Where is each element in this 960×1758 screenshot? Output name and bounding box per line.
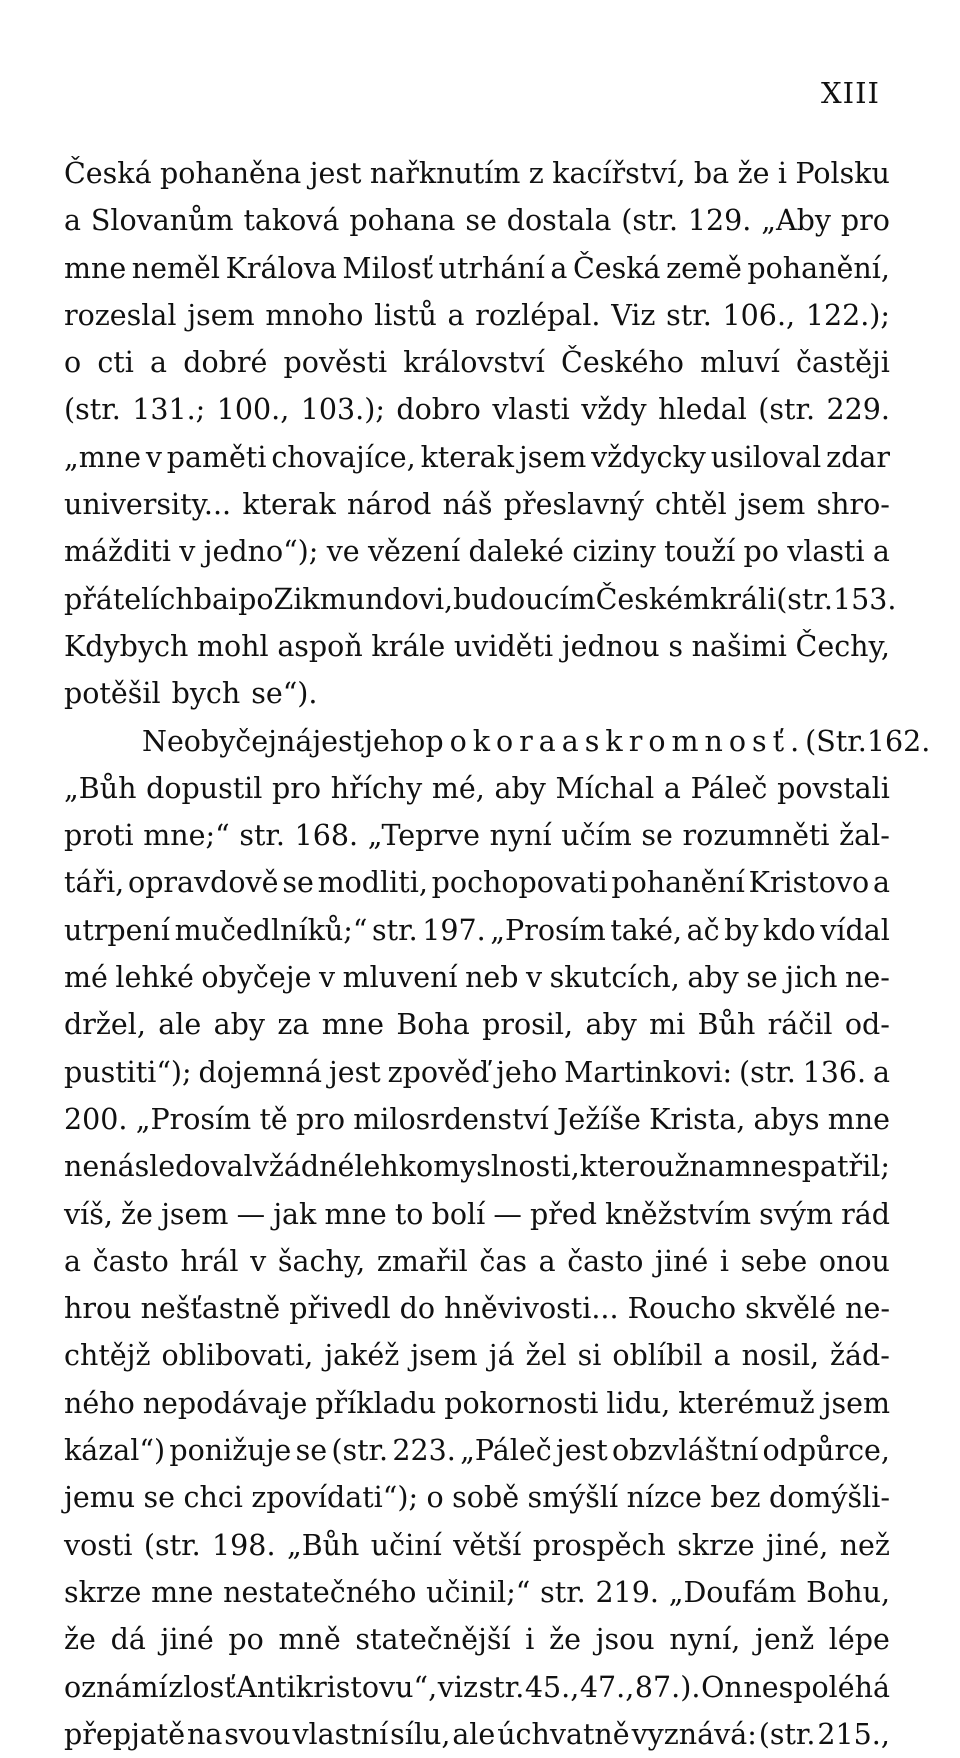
text-line: rozeslal jsem mnoho listů a rozlépal. Viz str. 106., 122.);: [64, 298, 890, 332]
text-line: mne neměl Králova Milosť utrhání a Česká země pohanění,: [64, 251, 890, 285]
text-line: táři, opravdově se modliti, pochopovati pohanění Kristovo a: [64, 866, 890, 900]
text-line: víš, že jsem — jak mne to bolí — před kněžstvím svým rád: [64, 1197, 890, 1231]
text-line: ného nepodávaje příkladu pokornosti lidu, kterémuž jsem: [64, 1386, 890, 1420]
text-line: „mne v paměti chovajíce, kterak jsem vždycky usiloval zdar: [64, 440, 890, 474]
text-line: Neobyčejná jest jeho pokora a skromnosť. (Str. 162.: [142, 724, 931, 758]
text-line: kázal“) ponižuje se (str. 223. „Páleč jest obzvláštní odpůrce,: [64, 1434, 890, 1468]
text-line: (str. 131.; 100., 103.); dobro vlasti vždy hledal (str. 229.: [64, 393, 890, 427]
text-line: 200. „Prosím tě pro milosrdenství Ježíše Krista, abys mne: [64, 1102, 890, 1136]
text-line: vosti (str. 198. „Bůh učiní větší prospěch skrze jiné, než: [64, 1528, 890, 1562]
text-line: mážditi v jedno“); ve vězení daleké ciziny touží po vlasti a: [64, 535, 890, 569]
text-line: university... kterak národ náš přeslavný chtěl jsem shro-: [64, 488, 890, 522]
text-line: a často hrál v šachy, zmařil čas a často jiné i sebe onou: [64, 1244, 890, 1278]
text-line: hrou nešťastně přivedl do hněvivosti... Roucho skvělé ne-: [64, 1292, 890, 1326]
text-line: že dá jiné po mně statečnější i že jsou nyní, jenž lépe: [64, 1623, 890, 1657]
page-number: XIII: [820, 76, 880, 110]
text-line: potěšil bych se“).: [64, 677, 318, 711]
text-line: o cti a dobré pověsti království Českého mluví častěji: [64, 346, 890, 380]
text-line: chtějž oblibovati, jakéž jsem já žel si oblíbil a nosil, žád-: [64, 1339, 890, 1373]
text-line: pustiti“); dojemná jest zpověď jeho Martinkovi: (str. 136. a: [64, 1055, 890, 1089]
text-line: mé lehké obyčeje v mluvení neb v skutcích, aby se jich ne-: [64, 961, 890, 995]
text-line: držel, ale aby za mne Boha prosil, aby mi Bůh ráčil od-: [64, 1008, 890, 1042]
text-line: skrze mne nestatečného učinil;“ str. 219. „Doufám Bohu,: [64, 1575, 890, 1609]
text-line: Kdybych mohl aspoň krále uviděti jednou s našimi Čechy,: [64, 629, 890, 663]
text-line: oznámí zlosť Antikristovu“, viz str. 45., 47., 87.). On nespoléhá: [64, 1670, 890, 1704]
text-line: a Slovanům taková pohana se dostala (str. 129. „Aby pro: [64, 204, 890, 238]
text-line: utrpení mučedlníků;“ str. 197. „Prosím také, ač by kdo vídal: [64, 913, 890, 947]
text-line: přepjatě na svou vlastní sílu, ale úchvatně vyznává: (str. 215.,: [64, 1717, 890, 1751]
text-line: nenásledoval v žádné lehkomyslnosti, kterouž na mne spatřil;: [64, 1150, 890, 1184]
text-line: „Bůh dopustil pro hříchy mé, aby Míchal a Páleč povstali: [64, 771, 890, 805]
text-line: proti mne;“ str. 168. „Teprve nyní učím se rozumněti žal-: [64, 819, 890, 853]
text-line: přátelích ba i po Zikmundovi, budoucím Českém králi (str. 153.: [64, 582, 897, 616]
body-text: [64, 150, 931, 1758]
text-line: Česká pohaněna jest nařknutím z kacířství, ba že i Polsku: [64, 157, 890, 190]
text-line: jemu se chci zpovídati“); o sobě smýšlí nízce bez domýšli-: [64, 1481, 890, 1515]
